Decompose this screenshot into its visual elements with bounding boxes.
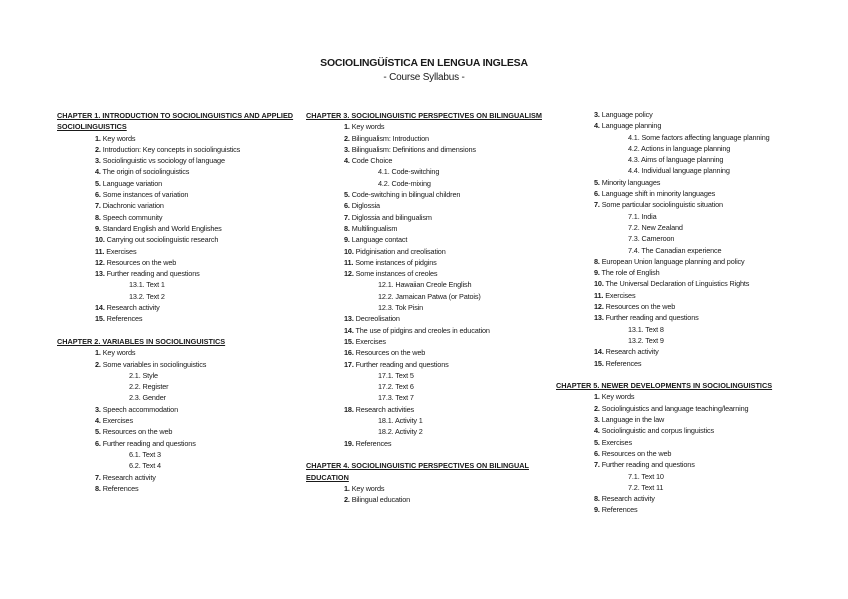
item-number: 2. (594, 403, 600, 413)
syllabus-item (57, 133, 297, 144)
item-text: Research activity (102, 472, 156, 482)
syllabus-item (57, 359, 297, 370)
syllabus-item (306, 483, 546, 494)
item-text: Speech accommodation (102, 404, 178, 414)
item-number: 15. (594, 358, 604, 368)
item-text: Carrying out sociolinguistic research (106, 235, 219, 245)
item-number: 2. (95, 359, 101, 369)
syllabus-item (556, 437, 796, 448)
item-text: Key words (102, 133, 136, 143)
item-number: 8. (95, 483, 101, 493)
syllabus-subitem (556, 211, 796, 222)
syllabus-item (556, 120, 796, 131)
item-text: Resources on the web (355, 348, 426, 358)
syllabus-column-2 (306, 110, 546, 505)
syllabus-item (57, 212, 297, 223)
item-text: 18.1. Activity 1 (378, 416, 423, 426)
item-number: 12. (95, 257, 105, 267)
syllabus-subitem (57, 370, 297, 381)
item-text: Sociolinguistic and corpus linguistics (601, 426, 715, 436)
item-text: Exercises (601, 437, 632, 447)
item-number: 4. (95, 416, 101, 426)
syllabus-subitem (556, 482, 796, 493)
syllabus-subitem (556, 222, 796, 233)
item-text: Further reading and questions (106, 269, 200, 279)
item-number: 7. (95, 201, 101, 211)
syllabus-subitem (306, 291, 546, 302)
item-number: 2. (344, 133, 350, 143)
syllabus-item (306, 494, 546, 505)
item-text: Exercises (106, 246, 137, 256)
item-text: Further reading and questions (601, 460, 695, 470)
item-text: Key words (601, 392, 635, 402)
item-text: 4.1. Code-switching (378, 167, 440, 177)
syllabus-subitem (306, 178, 546, 189)
item-text: 12.2. Jamaican Patwa (or Patois) (378, 291, 481, 301)
item-text: 6.2. Text 4 (129, 461, 161, 471)
item-number: 17. (344, 359, 354, 369)
item-text: Bilingual education (351, 495, 411, 505)
item-number: 10. (344, 246, 354, 256)
syllabus-subitem (57, 449, 297, 460)
syllabus-item (556, 346, 796, 357)
syllabus-item (556, 425, 796, 436)
item-text: 4.2. Actions in language planning (628, 143, 731, 153)
syllabus-subitem (306, 381, 546, 392)
item-text: The use of pidgins and creoles in education (355, 325, 490, 335)
item-text: Multilingualism (351, 223, 398, 233)
syllabus-item (306, 257, 546, 268)
item-text: The role of English (601, 268, 660, 278)
syllabus-item (556, 290, 796, 301)
item-number: 5. (95, 178, 101, 188)
item-text: Some instances of pidgins (355, 257, 437, 267)
syllabus-item (306, 212, 546, 223)
item-text: 13.1. Text 1 (129, 280, 165, 290)
syllabus-item (556, 109, 796, 120)
item-text: Language planning (601, 121, 662, 131)
syllabus-item (306, 313, 546, 324)
syllabus-item (306, 359, 546, 370)
item-text: 7.2. New Zealand (628, 222, 683, 232)
item-number: 8. (95, 212, 101, 222)
chapter-heading: CHAPTER 4. SOCIOLINGUISTIC PERSPECTIVES ON BILINGUAL EDUCATION (306, 461, 529, 482)
item-text: References (106, 314, 143, 324)
syllabus-subitem (556, 335, 796, 346)
item-text: Diachronic variation (102, 201, 164, 211)
syllabus-item (306, 133, 546, 144)
item-text: Bilingualism: Definitions and dimensions (351, 144, 476, 154)
syllabus-subitem (306, 279, 546, 290)
syllabus-item (306, 200, 546, 211)
item-text: Resources on the web (106, 257, 177, 267)
item-text: 18.2. Activity 2 (378, 427, 423, 437)
syllabus-item (556, 448, 796, 459)
item-number: 19. (344, 438, 354, 448)
item-text: Minority languages (601, 177, 661, 187)
item-text: 7.2. Text 11 (628, 482, 664, 492)
item-number: 9. (344, 235, 350, 245)
item-text: Language in the law (601, 415, 665, 425)
item-number: 18. (344, 404, 354, 414)
item-text: 12.1. Hawaiian Creole English (378, 280, 472, 290)
syllabus-subitem (556, 233, 796, 244)
item-text: 13.2. Text 9 (628, 335, 664, 345)
item-number: 13. (344, 314, 354, 324)
item-number: 4. (344, 156, 350, 166)
item-number: 14. (594, 347, 604, 357)
item-text: Resources on the web (102, 427, 173, 437)
item-text: Language shift in minority languages (601, 189, 716, 199)
item-text: References (605, 358, 642, 368)
item-text: Research activity (106, 303, 160, 313)
item-number: 12. (344, 269, 354, 279)
item-text: Sociolinguistics and language teaching/learning (601, 403, 749, 413)
syllabus-subitem (306, 370, 546, 381)
item-number: 9. (594, 268, 600, 278)
syllabus-item (556, 267, 796, 278)
syllabus-item (556, 403, 796, 414)
syllabus-item (306, 144, 546, 155)
item-text: Some variables in sociolinguistics (102, 359, 207, 369)
syllabus-item (57, 178, 297, 189)
item-text: Pidginisation and creolisation (355, 246, 446, 256)
item-text: Further reading and questions (355, 359, 449, 369)
item-number: 5. (95, 427, 101, 437)
syllabus-subitem (306, 302, 546, 313)
syllabus-item (57, 200, 297, 211)
item-text: 4.3. Aims of language planning (628, 155, 724, 165)
item-number: 13. (594, 313, 604, 323)
item-number: 9. (95, 223, 101, 233)
chapter-heading: CHAPTER 5. NEWER DEVELOPMENTS IN SOCIOLINGUISTICS (556, 381, 773, 391)
section-spacer (57, 325, 297, 336)
syllabus-item (57, 223, 297, 234)
item-number: 2. (95, 144, 101, 154)
item-text: 7.1. India (628, 211, 657, 221)
item-number: 1. (95, 348, 101, 358)
item-number: 3. (95, 404, 101, 414)
item-number: 6. (594, 189, 600, 199)
item-number: 4. (594, 121, 600, 131)
item-number: 15. (95, 314, 105, 324)
syllabus-subitem (57, 279, 297, 290)
item-text: Some instances of creoles (355, 269, 438, 279)
item-text: Research activities (355, 404, 414, 414)
item-number: 14. (344, 325, 354, 335)
syllabus-item (57, 189, 297, 200)
syllabus-item (57, 302, 297, 313)
item-number: 10. (95, 235, 105, 245)
item-text: Language variation (102, 178, 163, 188)
item-text: 17.1. Text 5 (378, 370, 414, 380)
syllabus-item (306, 121, 546, 132)
item-number: 5. (594, 177, 600, 187)
syllabus-item (57, 483, 297, 494)
item-number: 6. (344, 201, 350, 211)
syllabus-item (57, 144, 297, 155)
item-text: Exercises (355, 336, 386, 346)
item-text: Language policy (601, 110, 653, 119)
syllabus-item (306, 234, 546, 245)
syllabus-item (57, 404, 297, 415)
item-number: 9. (594, 505, 600, 515)
item-text: Diglossia and bilingualism (351, 212, 432, 222)
item-number: 1. (344, 122, 350, 132)
item-number: 8. (344, 223, 350, 233)
syllabus-subitem (57, 291, 297, 302)
syllabus-item (556, 278, 796, 289)
syllabus-column-3 (556, 109, 796, 516)
syllabus-item (306, 246, 546, 257)
item-number: 11. (344, 257, 354, 267)
item-number: 6. (95, 190, 101, 200)
syllabus-subitem (306, 392, 546, 403)
item-number: 10. (594, 279, 604, 289)
item-number: 8. (594, 256, 600, 266)
item-number: 3. (594, 110, 600, 119)
syllabus-item (57, 257, 297, 268)
item-number: 3. (344, 144, 350, 154)
syllabus-item (57, 246, 297, 257)
syllabus-item (306, 347, 546, 358)
syllabus-item (556, 199, 796, 210)
item-text: 2.1. Style (129, 370, 158, 380)
item-number: 11. (594, 290, 604, 300)
item-number: 7. (344, 212, 350, 222)
syllabus-item (57, 313, 297, 324)
syllabus-subitem (306, 426, 546, 437)
syllabus-item (57, 166, 297, 177)
item-number: 7. (95, 472, 101, 482)
item-text: 12.3. Tok Pisin (378, 303, 424, 313)
item-text: Key words (102, 348, 136, 358)
item-text: 7.4. The Canadian experience (628, 245, 722, 255)
syllabus-item (57, 268, 297, 279)
syllabus-subitem (306, 166, 546, 177)
syllabus-item (556, 459, 796, 470)
item-text: The origin of sociolinguistics (102, 167, 190, 177)
item-text: Standard English and World Englishes (102, 223, 222, 233)
syllabus-item (306, 404, 546, 415)
item-text: Key words (351, 483, 385, 493)
chapter-heading: CHAPTER 1. INTRODUCTION TO SOCIOLINGUISTICS AND APPLIED SOCIOLINGUISTICS (57, 111, 294, 132)
item-number: 3. (594, 415, 600, 425)
item-text: 2.2. Register (129, 382, 169, 392)
item-text: References (355, 438, 392, 448)
item-text: Language contact (351, 235, 408, 245)
syllabus-subitem (556, 143, 796, 154)
item-text: 6.1. Text 3 (129, 449, 161, 459)
syllabus-item (57, 415, 297, 426)
item-text: 17.2. Text 6 (378, 382, 414, 392)
item-text: Decreolisation (355, 314, 400, 324)
item-text: 4.4. Individual language planning (628, 166, 730, 176)
syllabus-subitem (556, 154, 796, 165)
section-spacer (556, 369, 796, 380)
syllabus-item (57, 347, 297, 358)
item-text: The Universal Declaration of Linguistics Rights (605, 279, 750, 289)
item-text: 4.2. Code-mixing (378, 178, 431, 188)
item-number: 16. (344, 348, 354, 358)
chapter-heading: CHAPTER 2. VARIABLES IN SOCIOLINGUISTICS (57, 336, 226, 346)
item-text: Further reading and questions (605, 313, 699, 323)
syllabus-subitem (306, 415, 546, 426)
syllabus-item (306, 223, 546, 234)
item-text: Sociolinguistic vs sociology of language (102, 156, 225, 166)
item-text: Research activity (605, 347, 659, 357)
item-text: References (601, 505, 638, 515)
syllabus-column-1 (57, 110, 297, 494)
item-number: 3. (95, 156, 101, 166)
item-text: Bilingualism: Introduction (351, 133, 429, 143)
syllabus-subitem (556, 165, 796, 176)
syllabus-subitem (556, 245, 796, 256)
syllabus-item (556, 301, 796, 312)
chapter-heading: CHAPTER 3. SOCIOLINGUISTIC PERSPECTIVES ON BILINGUALISM (306, 111, 542, 120)
item-number: 4. (95, 167, 101, 177)
syllabus-item (306, 336, 546, 347)
item-text: Introduction: Key concepts in sociolinguistics (102, 144, 241, 154)
syllabus-item (556, 391, 796, 402)
item-text: Research activity (601, 494, 655, 504)
item-text: 7.3. Cameroon (628, 234, 675, 244)
item-number: 5. (594, 437, 600, 447)
syllabus-item (556, 177, 796, 188)
item-text: 4.1. Some factors affecting language planning (628, 132, 770, 142)
syllabus-item (556, 358, 796, 369)
syllabus-item (57, 155, 297, 166)
syllabus-item (556, 504, 796, 515)
item-text: Resources on the web (601, 448, 672, 458)
item-text: Diglossia (351, 201, 380, 211)
item-text: Code-switching in bilingual children (351, 190, 461, 200)
item-number: 4. (594, 426, 600, 436)
syllabus-item (57, 426, 297, 437)
item-text: European Union language planning and policy (601, 256, 745, 266)
syllabus-subitem (57, 381, 297, 392)
syllabus-item (556, 256, 796, 267)
item-number: 7. (594, 200, 600, 210)
item-text: Further reading and questions (102, 438, 196, 448)
item-text: Exercises (605, 290, 636, 300)
item-text: 13.1. Text 8 (628, 324, 664, 334)
item-text: Some particular sociolinguistic situation (601, 200, 723, 210)
syllabus-item (57, 234, 297, 245)
item-text: 13.2. Text 2 (129, 291, 165, 301)
item-number: 7. (594, 460, 600, 470)
syllabus-subitem (57, 460, 297, 471)
syllabus-item (556, 188, 796, 199)
item-text: 7.1. Text 10 (628, 471, 664, 481)
item-text: Key words (351, 122, 385, 132)
item-text: 17.3. Text 7 (378, 393, 414, 403)
item-number: 13. (95, 269, 105, 279)
syllabus-subitem (57, 392, 297, 403)
item-text: Speech community (102, 212, 163, 222)
item-number: 1. (344, 483, 350, 493)
item-number: 15. (344, 336, 354, 346)
item-text: 2.3. Gender (129, 393, 166, 403)
item-number: 14. (95, 303, 105, 313)
syllabus-item (306, 325, 546, 336)
item-number: 5. (344, 190, 350, 200)
syllabus-item (57, 438, 297, 449)
syllabus-subitem (556, 132, 796, 143)
item-text: References (102, 483, 139, 493)
syllabus-item (556, 312, 796, 323)
item-number: 1. (95, 133, 101, 143)
item-text: Exercises (102, 416, 133, 426)
item-text: Some instances of variation (102, 190, 189, 200)
section-spacer (306, 449, 546, 460)
item-number: 6. (594, 448, 600, 458)
document-title: SOCIOLINGÜÍSTICA EN LENGUA INGLESA (320, 57, 528, 69)
item-number: 2. (344, 495, 350, 505)
item-number: 8. (594, 494, 600, 504)
syllabus-subitem (556, 324, 796, 335)
item-text: Code Choice (351, 156, 393, 166)
syllabus-item (306, 268, 546, 279)
syllabus-item (57, 472, 297, 483)
syllabus-item (306, 438, 546, 449)
document-subtitle: - Course Syllabus - (383, 72, 465, 83)
syllabus-subitem (556, 471, 796, 482)
item-number: 11. (95, 246, 105, 256)
syllabus-item (306, 155, 546, 166)
item-text: Resources on the web (605, 302, 676, 312)
item-number: 1. (594, 392, 600, 402)
item-number: 6. (95, 438, 101, 448)
syllabus-item (556, 493, 796, 504)
syllabus-item (306, 189, 546, 200)
syllabus-item (556, 414, 796, 425)
item-number: 12. (594, 302, 604, 312)
